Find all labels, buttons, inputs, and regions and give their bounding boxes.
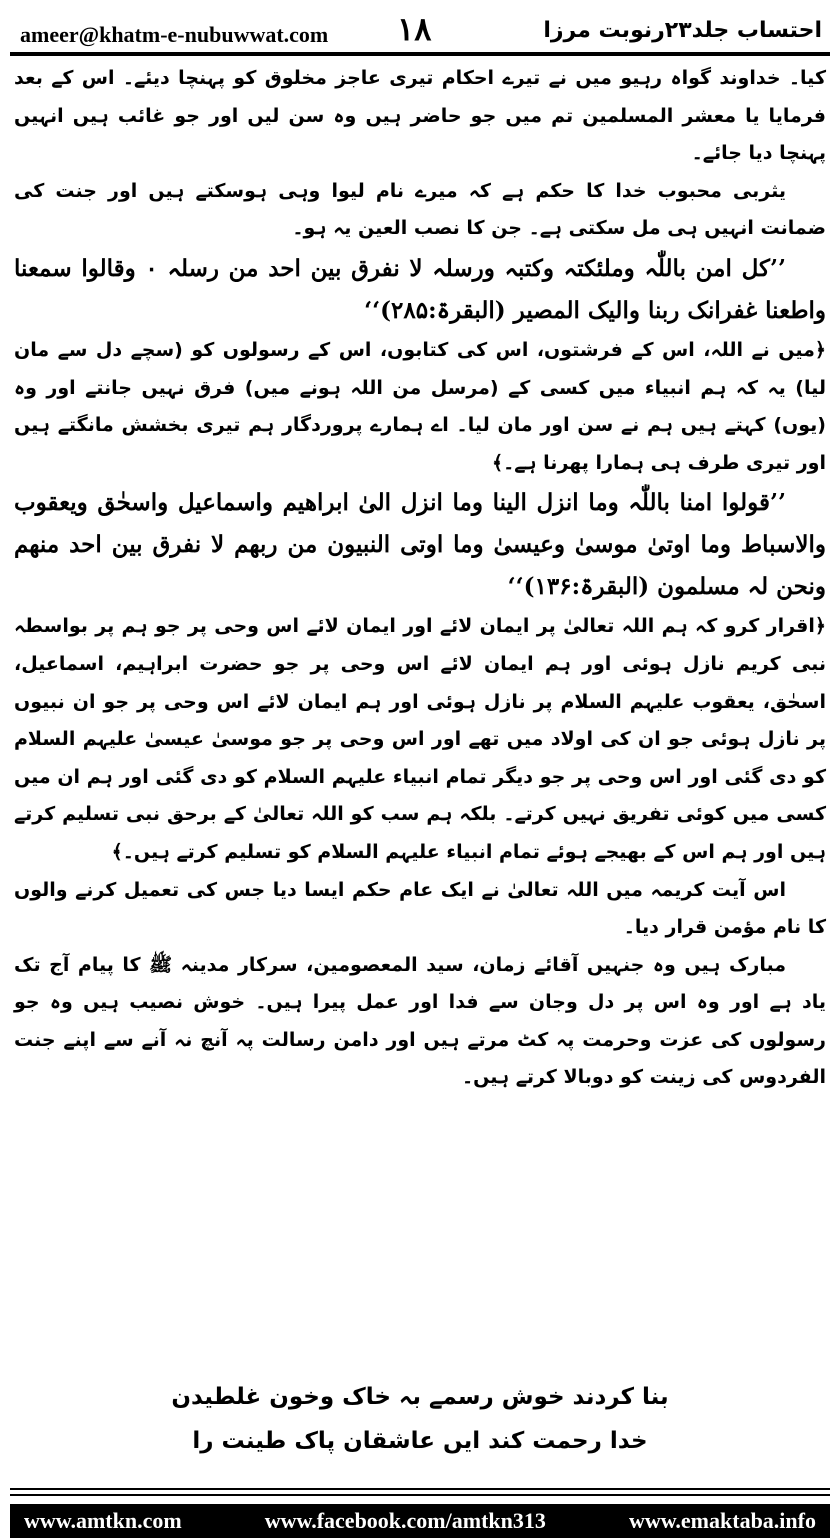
footer-link-emaktaba[interactable]: www.emaktaba.info: [628, 1508, 816, 1533]
translation-2: ﴿اقرار کرو کہ ہم اللہ تعالیٰ پر ایمان لائے اور ایمان لائے اس وحی پر جو ہم پر بواسطہ نبی کریم نازل ہوئی اور ہم ایمان لائے اس وحی پر جو حضرت ابراہیم، اسماعیل، اسحٰق، یعقوب علیہم السلام پر نازل ہوئی اور ہم ایمان لائے اس وحی پر جو ان نبیوں پر نازل ہوئی جو ان کی اولاد میں تھے اور اس وحی پر جو موسیٰ عیسیٰ علیہم السلام کو دی گئی اور اس وحی پر جو دیگر تمام انبیاء علیہم السلام کو دی گئی اور ہم ان میں کسی میں کوئی تفریق نہیں کرتے۔ بلکہ ہم سب کو اللہ تعالیٰ کے برحق نبی تسلیم کرتے ہیں اور ہم اس کے بھیجے ہوئے تمام انبیاء علیہم السلام کو تسلیم کرتے ہیں۔﴾: [14, 615, 826, 863]
header-rule: [10, 52, 830, 56]
footer-link-amtkn[interactable]: www.amtkn.com: [24, 1508, 182, 1533]
page-number: ۱۸: [397, 10, 432, 48]
quran-verse-1: ’’کل امن باللّٰہ وملئکتہ وکتبہ ورسلہ لا نفرق بین احد من رسلہ ۰ وقالوا سمعنا واطعنا غفرانک ربنا والیک المصیر (البقرۃ:۲۸۵)‘‘: [14, 254, 826, 324]
header-email: ameer@khatm-e-nubuwwat.com: [20, 22, 329, 47]
paragraph-2: یثربی محبوب خدا کا حکم ہے کہ میرے نام لیوا وہی ہوسکتے ہیں اور جنت کی ضمانت انہیں ہی مل سکتی ہے۔ جن کا نصب العین یہ ہو۔: [14, 179, 826, 240]
quran-verse-2: ’’قولوا امنا باللّٰہ وما انزل الینا وما انزل الیٰ ابراھیم واسماعیل واسحٰق ویعقوب والاسباط وما اوتیٰ موسیٰ وعیسیٰ وما اوتی النبیون من ربھم لا نفرق بین احد منھم ونحن لہ مسلمون (البقرۃ:۱۳۶)‘‘: [14, 489, 826, 601]
page-header: [14, 10, 826, 52]
footer-link-facebook[interactable]: www.facebook.com/amtkn313: [264, 1508, 546, 1533]
page-body: [14, 60, 826, 1097]
translation-1: ﴿میں نے اللہ، اس کے فرشتوں، اس کی کتابوں، اس کے رسولوں کو (سچے دل سے مان لیا) یہ کہ ہم انبیاء میں کسی کے (مرسل من اللہ ہونے میں) فرق نہیں جانتے اور وہ (یوں) کہتے ہیں ہم نے سن اور مان لیا۔ اے ہمارے پروردگار ہم تیری بخشش مانگتے ہیں اور تیری طرف ہی ہمارا پھرنا ہے۔﴾: [14, 338, 826, 474]
footer-rule-2: [10, 1494, 830, 1496]
persian-verse-line-2: خدا رحمت کند ایں عاشقان پاک طینت را: [192, 1428, 648, 1454]
running-title: احتساب جلد۲۳رنوبت مرزا: [543, 18, 822, 43]
paragraph-6: مبارک ہیں وہ جنہیں آقائے زمان، سید المعصومین، سرکار مدینہ ﷺ کا پیام آج تک یاد ہے اور وہ اس پر دل وجان سے فدا اور عمل پیرا ہیں۔ خوش نصیب ہیں وہ جو رسولوں کی عزت وحرمت پہ کٹ مرتے ہیں اور دامن رسالت پہ آنچ نہ آنے سے اپنے جنت الفردوس کی زینت کو دوبالا کرتے ہیں۔: [14, 953, 826, 1089]
footer-bar: [10, 1504, 830, 1538]
paragraph-5: اس آیت کریمہ میں اللہ تعالیٰ نے ایک عام حکم ایسا دیا جس کی تعمیل کرنے والوں کا نام مؤمن قرار دیا۔: [14, 878, 826, 939]
footer-rule-1: [10, 1488, 830, 1490]
persian-verse-line-1: بنا کردند خوش رسمے بہ خاک وخون غلطیدن: [171, 1384, 669, 1410]
paragraph-1: کیا۔ خداوند گواہ رہیو میں نے تیرے احکام تیری عاجز مخلوق کو پہنچا دیئے۔ اس کے بعد فرمایا یا معشر المسلمین تم میں جو حاضر ہیں وہ سن لیں اور جو غائب ہیں انہیں پہنچا دیا جائے۔: [14, 67, 826, 165]
